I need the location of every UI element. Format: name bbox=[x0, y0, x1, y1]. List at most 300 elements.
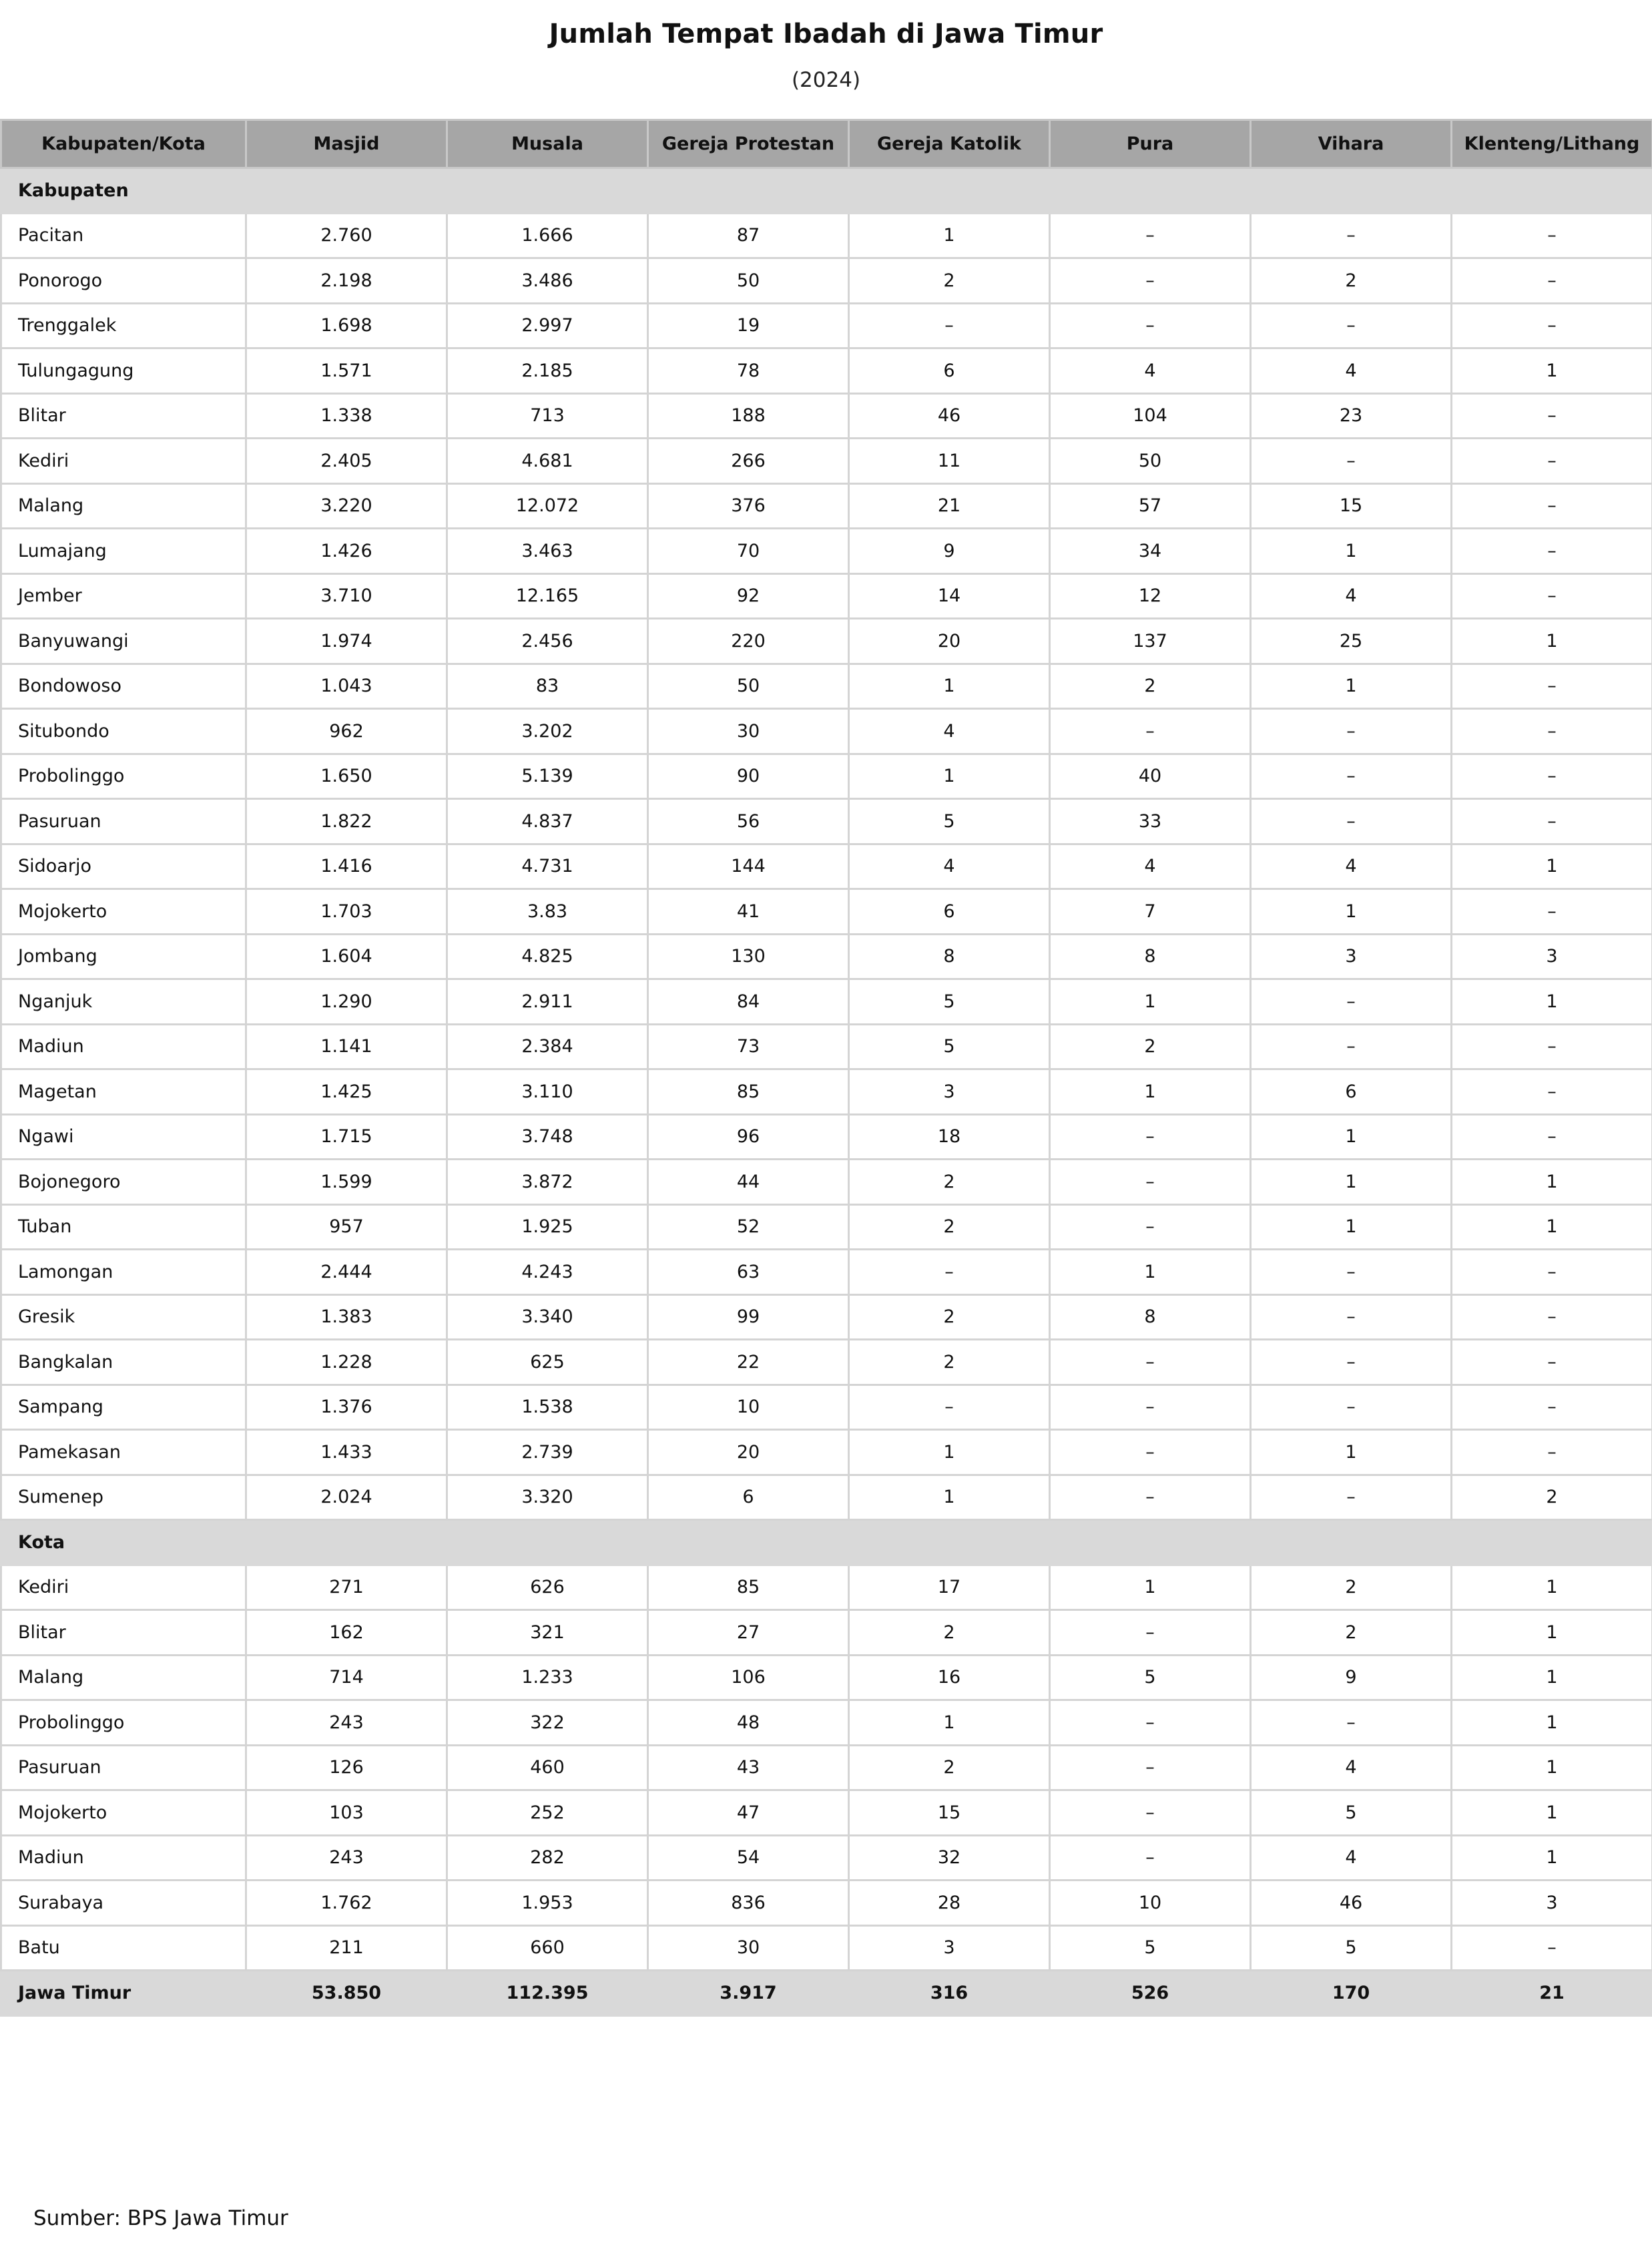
value-cell: 2 bbox=[849, 1160, 1050, 1205]
value-cell: 962 bbox=[246, 709, 447, 754]
value-cell: 2 bbox=[849, 1745, 1050, 1790]
value-cell: – bbox=[1251, 754, 1452, 799]
value-cell: 188 bbox=[648, 393, 849, 439]
value-cell: 1.599 bbox=[246, 1160, 447, 1205]
value-cell: 1 bbox=[1452, 348, 1652, 394]
table-row bbox=[1, 934, 1652, 979]
value-cell: 9 bbox=[1251, 1655, 1452, 1700]
value-cell: 5 bbox=[849, 799, 1050, 844]
region-name-cell: Nganjuk bbox=[1, 979, 246, 1025]
value-cell: 41 bbox=[648, 889, 849, 935]
value-cell: 92 bbox=[648, 573, 849, 619]
value-cell: 1.376 bbox=[246, 1385, 447, 1430]
value-cell: 8 bbox=[1050, 934, 1251, 979]
value-cell: – bbox=[1050, 1385, 1251, 1430]
value-cell: – bbox=[1251, 1385, 1452, 1430]
value-cell: 17 bbox=[849, 1565, 1050, 1610]
section-label: Kabupaten bbox=[1, 168, 1652, 214]
table-row bbox=[1, 1294, 1652, 1340]
value-cell: 2.456 bbox=[447, 619, 648, 664]
value-cell: 3.340 bbox=[447, 1294, 648, 1340]
value-cell: 50 bbox=[1050, 439, 1251, 484]
value-cell: – bbox=[1251, 1024, 1452, 1069]
value-cell: 40 bbox=[1050, 754, 1251, 799]
value-cell: – bbox=[1452, 1925, 1652, 1971]
value-cell: – bbox=[1452, 1385, 1652, 1430]
value-cell: 25 bbox=[1251, 619, 1452, 664]
column-header: Vihara bbox=[1251, 120, 1452, 168]
value-cell: 1 bbox=[1452, 1160, 1652, 1205]
value-cell: 1.953 bbox=[447, 1881, 648, 1926]
total-value-cell: 170 bbox=[1251, 1971, 1452, 2016]
value-cell: – bbox=[1452, 1114, 1652, 1160]
table-row bbox=[1, 1069, 1652, 1115]
value-cell: 4 bbox=[1251, 844, 1452, 889]
value-cell: 1.571 bbox=[246, 348, 447, 394]
region-name-cell: Probolinggo bbox=[1, 754, 246, 799]
value-cell: 1 bbox=[849, 213, 1050, 258]
region-name-cell: Probolinggo bbox=[1, 1700, 246, 1746]
value-cell: 7 bbox=[1050, 889, 1251, 935]
value-cell: – bbox=[1452, 529, 1652, 574]
value-cell: 243 bbox=[246, 1700, 447, 1746]
value-cell: 84 bbox=[648, 979, 849, 1025]
value-cell: 56 bbox=[648, 799, 849, 844]
value-cell: 9 bbox=[849, 529, 1050, 574]
value-cell: 16 bbox=[849, 1655, 1050, 1700]
value-cell: 90 bbox=[648, 754, 849, 799]
value-cell: 18 bbox=[849, 1114, 1050, 1160]
value-cell: 5 bbox=[1050, 1925, 1251, 1971]
value-cell: 1 bbox=[1452, 979, 1652, 1025]
value-cell: 4.681 bbox=[447, 439, 648, 484]
value-cell: – bbox=[849, 1250, 1050, 1295]
value-cell: – bbox=[1452, 1340, 1652, 1385]
column-header: Klenteng/Lithang bbox=[1452, 120, 1652, 168]
value-cell: 83 bbox=[447, 664, 648, 709]
value-cell: 27 bbox=[648, 1610, 849, 1656]
value-cell: 50 bbox=[648, 258, 849, 304]
value-cell: – bbox=[1251, 799, 1452, 844]
value-cell: 28 bbox=[849, 1881, 1050, 1926]
value-cell: 1 bbox=[1452, 1610, 1652, 1656]
value-cell: 11 bbox=[849, 439, 1050, 484]
value-cell: 12.072 bbox=[447, 483, 648, 529]
value-cell: 1.426 bbox=[246, 529, 447, 574]
region-name-cell: Madiun bbox=[1, 1024, 246, 1069]
value-cell: 1 bbox=[1251, 664, 1452, 709]
value-cell: 1.425 bbox=[246, 1069, 447, 1115]
value-cell: – bbox=[1452, 483, 1652, 529]
value-cell: 3.463 bbox=[447, 529, 648, 574]
value-cell: 54 bbox=[648, 1835, 849, 1881]
total-value-cell: 112.395 bbox=[447, 1971, 648, 2016]
value-cell: 1.698 bbox=[246, 303, 447, 348]
table-row bbox=[1, 483, 1652, 529]
value-cell: 1 bbox=[1050, 979, 1251, 1025]
table-row bbox=[1, 1835, 1652, 1881]
value-cell: 57 bbox=[1050, 483, 1251, 529]
region-name-cell: Blitar bbox=[1, 393, 246, 439]
value-cell: 1.416 bbox=[246, 844, 447, 889]
value-cell: 3 bbox=[1452, 934, 1652, 979]
value-cell: – bbox=[1050, 1745, 1251, 1790]
table-row bbox=[1, 1475, 1652, 1520]
region-name-cell: Gresik bbox=[1, 1294, 246, 1340]
table-row bbox=[1, 1250, 1652, 1295]
value-cell: 1 bbox=[1452, 1655, 1652, 1700]
value-cell: 2.405 bbox=[246, 439, 447, 484]
value-cell: 3.872 bbox=[447, 1160, 648, 1205]
value-cell: 4.243 bbox=[447, 1250, 648, 1295]
value-cell: 3.83 bbox=[447, 889, 648, 935]
region-name-cell: Jombang bbox=[1, 934, 246, 979]
value-cell: 252 bbox=[447, 1790, 648, 1836]
value-cell: – bbox=[1452, 799, 1652, 844]
value-cell: 48 bbox=[648, 1700, 849, 1746]
value-cell: 5 bbox=[1251, 1925, 1452, 1971]
value-cell: – bbox=[1050, 1790, 1251, 1836]
value-cell: – bbox=[1251, 1294, 1452, 1340]
value-cell: 4 bbox=[849, 844, 1050, 889]
region-name-cell: Tulungagung bbox=[1, 348, 246, 394]
value-cell: 1.043 bbox=[246, 664, 447, 709]
header-row bbox=[1, 120, 1652, 168]
value-cell: 162 bbox=[246, 1610, 447, 1656]
region-name-cell: Tuban bbox=[1, 1204, 246, 1250]
value-cell: 1 bbox=[1452, 1204, 1652, 1250]
value-cell: 4.731 bbox=[447, 844, 648, 889]
value-cell: 44 bbox=[648, 1160, 849, 1205]
value-cell: 6 bbox=[648, 1475, 849, 1520]
table-row bbox=[1, 754, 1652, 799]
value-cell: 1.604 bbox=[246, 934, 447, 979]
total-label-cell: Jawa Timur bbox=[1, 1971, 246, 2016]
table-row bbox=[1, 393, 1652, 439]
value-cell: 5 bbox=[1050, 1655, 1251, 1700]
value-cell: 23 bbox=[1251, 393, 1452, 439]
value-cell: 20 bbox=[648, 1430, 849, 1475]
value-cell: 47 bbox=[648, 1790, 849, 1836]
table-row bbox=[1, 1790, 1652, 1836]
region-name-cell: Lamongan bbox=[1, 1250, 246, 1295]
value-cell: 6 bbox=[849, 348, 1050, 394]
value-cell: 6 bbox=[849, 889, 1050, 935]
value-cell: 15 bbox=[1251, 483, 1452, 529]
value-cell: 1.433 bbox=[246, 1430, 447, 1475]
value-cell: – bbox=[1251, 1475, 1452, 1520]
value-cell: 12.165 bbox=[447, 573, 648, 619]
table-row bbox=[1, 1610, 1652, 1656]
value-cell: 30 bbox=[648, 709, 849, 754]
region-name-cell: Ponorogo bbox=[1, 258, 246, 304]
value-cell: 2.760 bbox=[246, 213, 447, 258]
region-name-cell: Pasuruan bbox=[1, 799, 246, 844]
value-cell: 73 bbox=[648, 1024, 849, 1069]
table-row bbox=[1, 979, 1652, 1025]
value-cell: – bbox=[1050, 1700, 1251, 1746]
value-cell: 19 bbox=[648, 303, 849, 348]
value-cell: 2 bbox=[849, 258, 1050, 304]
value-cell: – bbox=[1050, 1340, 1251, 1385]
value-cell: – bbox=[1452, 1024, 1652, 1069]
value-cell: 30 bbox=[648, 1925, 849, 1971]
table-body bbox=[1, 168, 1652, 2016]
region-name-cell: Banyuwangi bbox=[1, 619, 246, 664]
value-cell: 87 bbox=[648, 213, 849, 258]
value-cell: 104 bbox=[1050, 393, 1251, 439]
value-cell: – bbox=[1452, 258, 1652, 304]
value-cell: 1.538 bbox=[447, 1385, 648, 1430]
value-cell: 5 bbox=[849, 1024, 1050, 1069]
table-row bbox=[1, 303, 1652, 348]
value-cell: – bbox=[1251, 213, 1452, 258]
value-cell: – bbox=[1050, 213, 1251, 258]
table-row bbox=[1, 1340, 1652, 1385]
region-name-cell: Sumenep bbox=[1, 1475, 246, 1520]
total-value-cell: 316 bbox=[849, 1971, 1050, 2016]
table-row bbox=[1, 1925, 1652, 1971]
table-row bbox=[1, 1385, 1652, 1430]
value-cell: – bbox=[1050, 1835, 1251, 1881]
value-cell: 266 bbox=[648, 439, 849, 484]
value-cell: 1 bbox=[1050, 1069, 1251, 1115]
value-cell: 1 bbox=[849, 754, 1050, 799]
region-name-cell: Bondowoso bbox=[1, 664, 246, 709]
value-cell: – bbox=[1452, 1430, 1652, 1475]
value-cell: 50 bbox=[648, 664, 849, 709]
table-row bbox=[1, 619, 1652, 664]
table-title: Jumlah Tempat Ibadah di Jawa Timur bbox=[549, 19, 1103, 49]
value-cell: 52 bbox=[648, 1204, 849, 1250]
value-cell: 282 bbox=[447, 1835, 648, 1881]
value-cell: 63 bbox=[648, 1250, 849, 1295]
value-cell: 1.383 bbox=[246, 1294, 447, 1340]
value-cell: – bbox=[849, 1385, 1050, 1430]
value-cell: 626 bbox=[447, 1565, 648, 1610]
value-cell: 1.228 bbox=[246, 1340, 447, 1385]
value-cell: 1.650 bbox=[246, 754, 447, 799]
table-row bbox=[1, 573, 1652, 619]
value-cell: 2 bbox=[849, 1294, 1050, 1340]
value-cell: 1 bbox=[1452, 619, 1652, 664]
value-cell: 3.710 bbox=[246, 573, 447, 619]
value-cell: 3 bbox=[849, 1069, 1050, 1115]
value-cell: 20 bbox=[849, 619, 1050, 664]
region-name-cell: Pamekasan bbox=[1, 1430, 246, 1475]
value-cell: 2 bbox=[849, 1204, 1050, 1250]
value-cell: 3 bbox=[1251, 934, 1452, 979]
section-header-row bbox=[1, 168, 1652, 214]
value-cell: – bbox=[1452, 709, 1652, 754]
value-cell: 1.822 bbox=[246, 799, 447, 844]
table-row bbox=[1, 1745, 1652, 1790]
value-cell: 376 bbox=[648, 483, 849, 529]
value-cell: – bbox=[1452, 439, 1652, 484]
value-cell: 12 bbox=[1050, 573, 1251, 619]
value-cell: 103 bbox=[246, 1790, 447, 1836]
column-header: Gereja Protestan bbox=[648, 120, 849, 168]
value-cell: 2.739 bbox=[447, 1430, 648, 1475]
value-cell: – bbox=[1452, 1294, 1652, 1340]
value-cell: 713 bbox=[447, 393, 648, 439]
value-cell: – bbox=[1452, 889, 1652, 935]
value-cell: – bbox=[1452, 213, 1652, 258]
value-cell: 1 bbox=[1251, 1160, 1452, 1205]
column-header: Kabupaten/Kota bbox=[1, 120, 246, 168]
value-cell: 1 bbox=[1251, 1430, 1452, 1475]
value-cell: 1 bbox=[1251, 1114, 1452, 1160]
table-row bbox=[1, 1430, 1652, 1475]
value-cell: 4 bbox=[849, 709, 1050, 754]
value-cell: – bbox=[1050, 303, 1251, 348]
value-cell: 5.139 bbox=[447, 754, 648, 799]
region-name-cell: Pacitan bbox=[1, 213, 246, 258]
value-cell: 99 bbox=[648, 1294, 849, 1340]
value-cell: 1 bbox=[1251, 1204, 1452, 1250]
value-cell: 3 bbox=[849, 1925, 1050, 1971]
value-cell: 10 bbox=[1050, 1881, 1251, 1926]
value-cell: – bbox=[1452, 303, 1652, 348]
value-cell: 4.837 bbox=[447, 799, 648, 844]
value-cell: 3.110 bbox=[447, 1069, 648, 1115]
value-cell: – bbox=[1452, 754, 1652, 799]
region-name-cell: Mojokerto bbox=[1, 1790, 246, 1836]
value-cell: – bbox=[1050, 258, 1251, 304]
table-row bbox=[1, 1160, 1652, 1205]
value-cell: 46 bbox=[1251, 1881, 1452, 1926]
value-cell: 6 bbox=[1251, 1069, 1452, 1115]
value-cell: – bbox=[1452, 393, 1652, 439]
value-cell: 2 bbox=[1050, 1024, 1251, 1069]
value-cell: 2 bbox=[1251, 1610, 1452, 1656]
total-value-cell: 21 bbox=[1452, 1971, 1652, 2016]
value-cell: 32 bbox=[849, 1835, 1050, 1881]
table-row bbox=[1, 1024, 1652, 1069]
places-of-worship-table bbox=[0, 119, 1652, 2017]
table-row bbox=[1, 1114, 1652, 1160]
value-cell: 3.486 bbox=[447, 258, 648, 304]
value-cell: 2.198 bbox=[246, 258, 447, 304]
value-cell: – bbox=[1050, 709, 1251, 754]
value-cell: 4 bbox=[1251, 573, 1452, 619]
value-cell: – bbox=[1251, 1700, 1452, 1746]
total-row bbox=[1, 1971, 1652, 2016]
section-header-row bbox=[1, 1520, 1652, 1565]
value-cell: 1 bbox=[1452, 1745, 1652, 1790]
value-cell: 625 bbox=[447, 1340, 648, 1385]
value-cell: – bbox=[1251, 1340, 1452, 1385]
value-cell: – bbox=[1050, 1204, 1251, 1250]
value-cell: 2.024 bbox=[246, 1475, 447, 1520]
value-cell: 1.762 bbox=[246, 1881, 447, 1926]
value-cell: – bbox=[1050, 1430, 1251, 1475]
value-cell: 211 bbox=[246, 1925, 447, 1971]
value-cell: 1 bbox=[1452, 1790, 1652, 1836]
value-cell: 460 bbox=[447, 1745, 648, 1790]
value-cell: 2 bbox=[849, 1610, 1050, 1656]
total-value-cell: 53.850 bbox=[246, 1971, 447, 2016]
table-subtitle: (2024) bbox=[791, 68, 861, 92]
value-cell: – bbox=[1452, 664, 1652, 709]
value-cell: 3.220 bbox=[246, 483, 447, 529]
value-cell: 1 bbox=[1251, 889, 1452, 935]
value-cell: 70 bbox=[648, 529, 849, 574]
value-cell: 2 bbox=[1251, 258, 1452, 304]
value-cell: 836 bbox=[648, 1881, 849, 1926]
table-row bbox=[1, 664, 1652, 709]
value-cell: 2 bbox=[1452, 1475, 1652, 1520]
value-cell: 15 bbox=[849, 1790, 1050, 1836]
value-cell: 1 bbox=[849, 1430, 1050, 1475]
value-cell: – bbox=[1251, 709, 1452, 754]
source-note: Sumber: BPS Jawa Timur bbox=[33, 2206, 288, 2230]
table-row bbox=[1, 1881, 1652, 1926]
value-cell: 2 bbox=[1251, 1565, 1452, 1610]
table-row bbox=[1, 799, 1652, 844]
value-cell: 2.444 bbox=[246, 1250, 447, 1295]
region-name-cell: Surabaya bbox=[1, 1881, 246, 1926]
value-cell: 4 bbox=[1251, 1745, 1452, 1790]
value-cell: 2.997 bbox=[447, 303, 648, 348]
value-cell: 46 bbox=[849, 393, 1050, 439]
value-cell: 4 bbox=[1251, 348, 1452, 394]
value-cell: 714 bbox=[246, 1655, 447, 1700]
value-cell: 22 bbox=[648, 1340, 849, 1385]
value-cell: 1 bbox=[1050, 1565, 1251, 1610]
table-row bbox=[1, 348, 1652, 394]
total-value-cell: 3.917 bbox=[648, 1971, 849, 2016]
value-cell: 43 bbox=[648, 1745, 849, 1790]
region-name-cell: Ngawi bbox=[1, 1114, 246, 1160]
value-cell: 85 bbox=[648, 1069, 849, 1115]
value-cell: 322 bbox=[447, 1700, 648, 1746]
value-cell: 130 bbox=[648, 934, 849, 979]
value-cell: 660 bbox=[447, 1925, 648, 1971]
value-cell: 2.185 bbox=[447, 348, 648, 394]
value-cell: 3.320 bbox=[447, 1475, 648, 1520]
value-cell: 1.974 bbox=[246, 619, 447, 664]
value-cell: 4 bbox=[1251, 1835, 1452, 1881]
value-cell: 1 bbox=[1452, 1835, 1652, 1881]
column-header: Gereja Katolik bbox=[849, 120, 1050, 168]
value-cell: 1.233 bbox=[447, 1655, 648, 1700]
value-cell: – bbox=[1050, 1160, 1251, 1205]
value-cell: 3.202 bbox=[447, 709, 648, 754]
table-row bbox=[1, 439, 1652, 484]
region-name-cell: Trenggalek bbox=[1, 303, 246, 348]
value-cell: – bbox=[1050, 1114, 1251, 1160]
value-cell: 8 bbox=[1050, 1294, 1251, 1340]
value-cell: 1.666 bbox=[447, 213, 648, 258]
value-cell: 10 bbox=[648, 1385, 849, 1430]
value-cell: 2.384 bbox=[447, 1024, 648, 1069]
value-cell: 14 bbox=[849, 573, 1050, 619]
value-cell: 957 bbox=[246, 1204, 447, 1250]
value-cell: – bbox=[1251, 439, 1452, 484]
value-cell: 96 bbox=[648, 1114, 849, 1160]
value-cell: 1 bbox=[1452, 1565, 1652, 1610]
table-row bbox=[1, 529, 1652, 574]
value-cell: 1 bbox=[849, 1475, 1050, 1520]
value-cell: 2 bbox=[1050, 664, 1251, 709]
value-cell: 8 bbox=[849, 934, 1050, 979]
value-cell: – bbox=[1452, 1250, 1652, 1295]
value-cell: 271 bbox=[246, 1565, 447, 1610]
value-cell: – bbox=[1050, 1475, 1251, 1520]
total-value-cell: 526 bbox=[1050, 1971, 1251, 2016]
region-name-cell: Batu bbox=[1, 1925, 246, 1971]
